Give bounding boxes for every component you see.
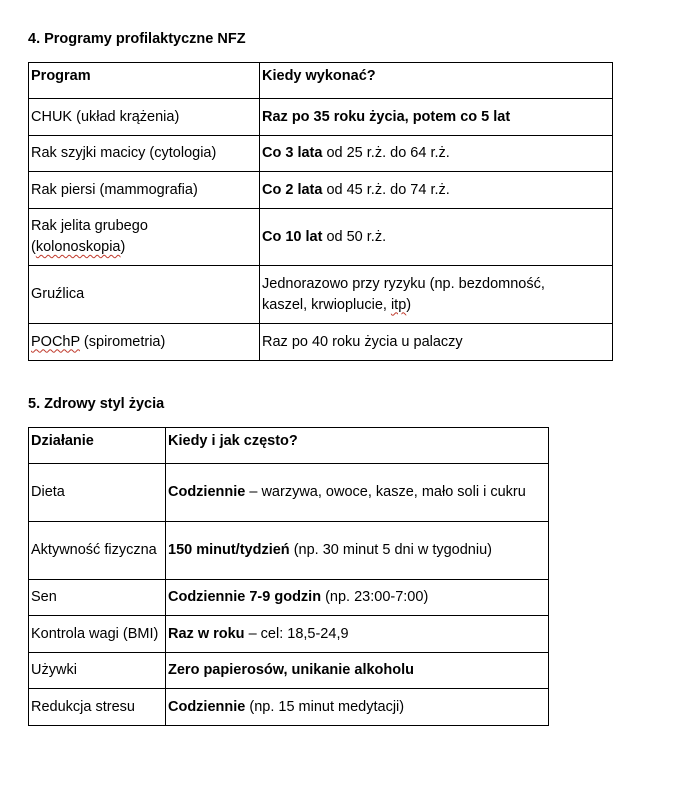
table-row <box>29 580 549 616</box>
action-cell: Sen <box>29 580 166 616</box>
when-cell <box>260 266 613 324</box>
section-4-heading: 4. Programy profilaktyczne NFZ <box>28 31 246 47</box>
program-cell: Rak piersi (mammografia) <box>29 172 260 209</box>
when-cell <box>166 580 549 616</box>
program-text: Rak jelita grubego <box>31 218 148 234</box>
table-row <box>29 209 613 266</box>
program-cell: Rak szyjki macicy (cytologia) <box>29 136 260 172</box>
when-bold: Codziennie <box>168 484 246 500</box>
table-header-row <box>29 63 613 99</box>
when-text-close: ) <box>406 296 412 313</box>
table-row <box>29 99 613 136</box>
when-text-line2: kaszel, krwioplucie, <box>262 296 391 313</box>
program-text: (spirometria) <box>79 333 166 350</box>
table-row <box>29 616 549 653</box>
table-row <box>29 324 613 361</box>
action-cell: Aktywność fizyczna <box>29 522 166 580</box>
when-bold: Raz po 35 roku życia, potem co 5 lat <box>262 108 511 125</box>
program-cell: CHUK (układ krążenia) <box>29 99 260 136</box>
when-text: od 45 r.ż. do 74 r.ż. <box>322 181 450 198</box>
when-bold: Codziennie 7-9 godzin <box>168 589 322 605</box>
when-cell: Raz po 40 roku życia u palaczy <box>260 324 613 361</box>
when-text: – cel: 18,5-24,9 <box>244 625 349 642</box>
when-bold: Co 10 lat <box>262 228 323 245</box>
when-text: (np. 23:00-7:00) <box>321 589 429 605</box>
when-bold: Co 3 lata <box>262 145 323 161</box>
when-text: od 50 r.ż. <box>322 228 387 245</box>
when-bold: Zero papierosów, unikanie alkoholu <box>168 662 415 678</box>
when-text-misspelled: itp <box>390 296 407 313</box>
when-cell <box>260 172 613 209</box>
table-row <box>29 266 613 324</box>
when-bold: 150 minut/tydzień <box>168 542 290 558</box>
column-header-program: Program <box>29 63 260 99</box>
table-row <box>29 653 549 689</box>
healthy-lifestyle-table <box>28 427 549 726</box>
table-row <box>29 689 549 726</box>
program-cell <box>29 324 260 361</box>
table-row <box>29 464 549 522</box>
column-header-when: Kiedy i jak często? <box>166 428 549 464</box>
section-5-heading: 5. Zdrowy styl życia <box>28 396 165 412</box>
program-text-misspelled: POChP <box>31 333 80 350</box>
when-bold: Co 2 lata <box>262 181 323 198</box>
when-cell <box>166 653 549 689</box>
when-text: (np. 30 minut 5 dni w tygodniu) <box>289 542 492 558</box>
table-row <box>29 522 549 580</box>
action-cell: Redukcja stresu <box>29 689 166 726</box>
column-header-when: Kiedy wykonać? <box>260 63 613 99</box>
when-cell <box>166 689 549 726</box>
when-cell <box>260 136 613 172</box>
when-bold: Raz w roku <box>168 625 245 642</box>
column-header-action: Działanie <box>29 428 166 464</box>
action-cell: Dieta <box>29 464 166 522</box>
program-text-misspelled: kolonoskopia <box>35 239 121 255</box>
when-text: – warzywa, owoce, kasze, mało soli i cukru <box>245 484 526 500</box>
table-header-row <box>29 428 549 464</box>
when-cell <box>260 99 613 136</box>
table-row <box>29 172 613 209</box>
prevention-programs-table <box>28 62 613 361</box>
when-cell <box>166 522 549 580</box>
when-bold: Codziennie <box>168 698 246 715</box>
when-cell <box>166 616 549 653</box>
program-cell <box>29 209 260 266</box>
when-cell <box>260 209 613 266</box>
program-paren-close: ) <box>120 239 126 255</box>
program-cell: Gruźlica <box>29 266 260 324</box>
program-paren-open: ( <box>31 239 36 255</box>
when-text: od 25 r.ż. do 64 r.ż. <box>322 145 450 161</box>
action-cell: Kontrola wagi (BMI) <box>29 616 166 653</box>
table-row <box>29 136 613 172</box>
when-cell <box>166 464 549 522</box>
action-cell: Używki <box>29 653 166 689</box>
when-text: (np. 15 minut medytacji) <box>245 698 405 715</box>
when-text-line1: Jednorazowo przy ryzyku (np. bezdomność, <box>262 275 545 292</box>
